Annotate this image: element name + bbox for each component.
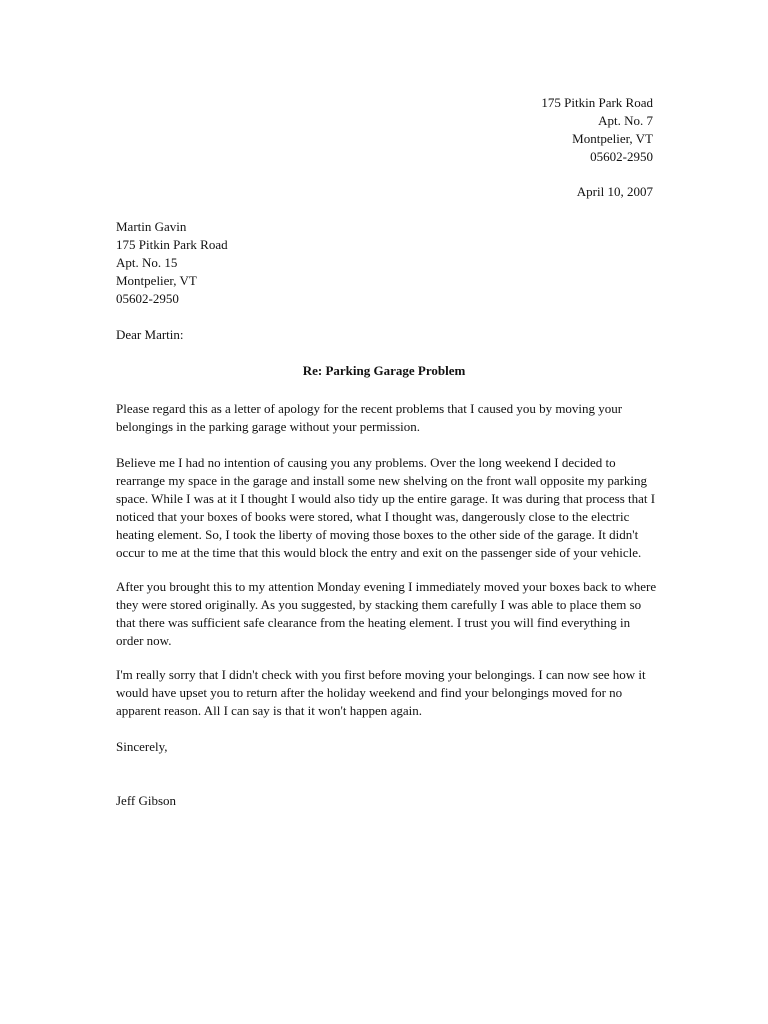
- paragraph-line: space. While I was at it I thought I would also tidy up the entire garage. It was during that process that I: [116, 491, 656, 506]
- paragraph-line: I'm really sorry that I didn't check with you first before moving your belongings. I can now see how it: [116, 667, 646, 682]
- sender-address: [541, 94, 653, 166]
- paragraph-line: belongings in the parking garage without your permission.: [116, 419, 421, 434]
- subject-line: Re: Parking Garage Problem: [302, 363, 466, 378]
- recipient-name: Martin Gavin: [116, 219, 187, 234]
- paragraph-line: heating element. So, I took the liberty of moving those boxes to the other side of the garage. It didn't: [116, 527, 639, 542]
- recipient-city-state: Montpelier, VT: [116, 273, 197, 288]
- paragraph-line: apparent reason. All I can say is that it won't happen again.: [116, 703, 422, 718]
- recipient-zip: 05602-2950: [116, 291, 179, 306]
- paragraph-resolution: [116, 578, 656, 650]
- paragraph-line: occur to me at the time that this would block the entry and exit on the passenger side of your vehicle.: [116, 545, 642, 560]
- sender-street: 175 Pitkin Park Road: [541, 95, 653, 110]
- signature-name: Jeff Gibson: [116, 793, 177, 808]
- paragraph-regret: [116, 666, 656, 720]
- closing: Sincerely,: [116, 739, 168, 754]
- paragraph-line: Believe me I had no intention of causing you any problems. Over the long weekend I decided to: [116, 455, 616, 470]
- paragraph-line: they were stored originally. As you suggested, by stacking them carefully I was able to place them so: [116, 597, 642, 612]
- paragraph-apology: [116, 400, 656, 436]
- paragraph-line: would have upset you to return after the holiday weekend and find your belongings moved for no: [116, 685, 623, 700]
- paragraph-line: Please regard this as a letter of apology for the recent problems that I caused you by moving your: [116, 401, 623, 416]
- paragraph-line: After you brought this to my attention Monday evening I immediately moved your boxes back to where: [116, 579, 657, 594]
- sender-city-state: Montpelier, VT: [572, 131, 653, 146]
- salutation: Dear Martin:: [116, 327, 184, 342]
- paragraph-line: noticed that your boxes of books were stored, what I thought was, dangerously close to the electric: [116, 509, 630, 524]
- paragraph-explanation: [116, 454, 656, 562]
- letter-date: April 10, 2007: [576, 184, 653, 199]
- paragraph-line: that there was sufficient safe clearance from the heating element. I trust you will find everything in: [116, 615, 631, 630]
- recipient-street: 175 Pitkin Park Road: [116, 237, 228, 252]
- sender-zip: 05602-2950: [590, 149, 653, 164]
- paragraph-line: order now.: [116, 633, 172, 648]
- paragraph-line: rearrange my space in the garage and install some new shelving on the front wall opposite my parking: [116, 473, 648, 488]
- sender-apt: Apt. No. 7: [598, 113, 653, 128]
- recipient-apt: Apt. No. 15: [116, 255, 178, 270]
- recipient-address: [116, 218, 656, 308]
